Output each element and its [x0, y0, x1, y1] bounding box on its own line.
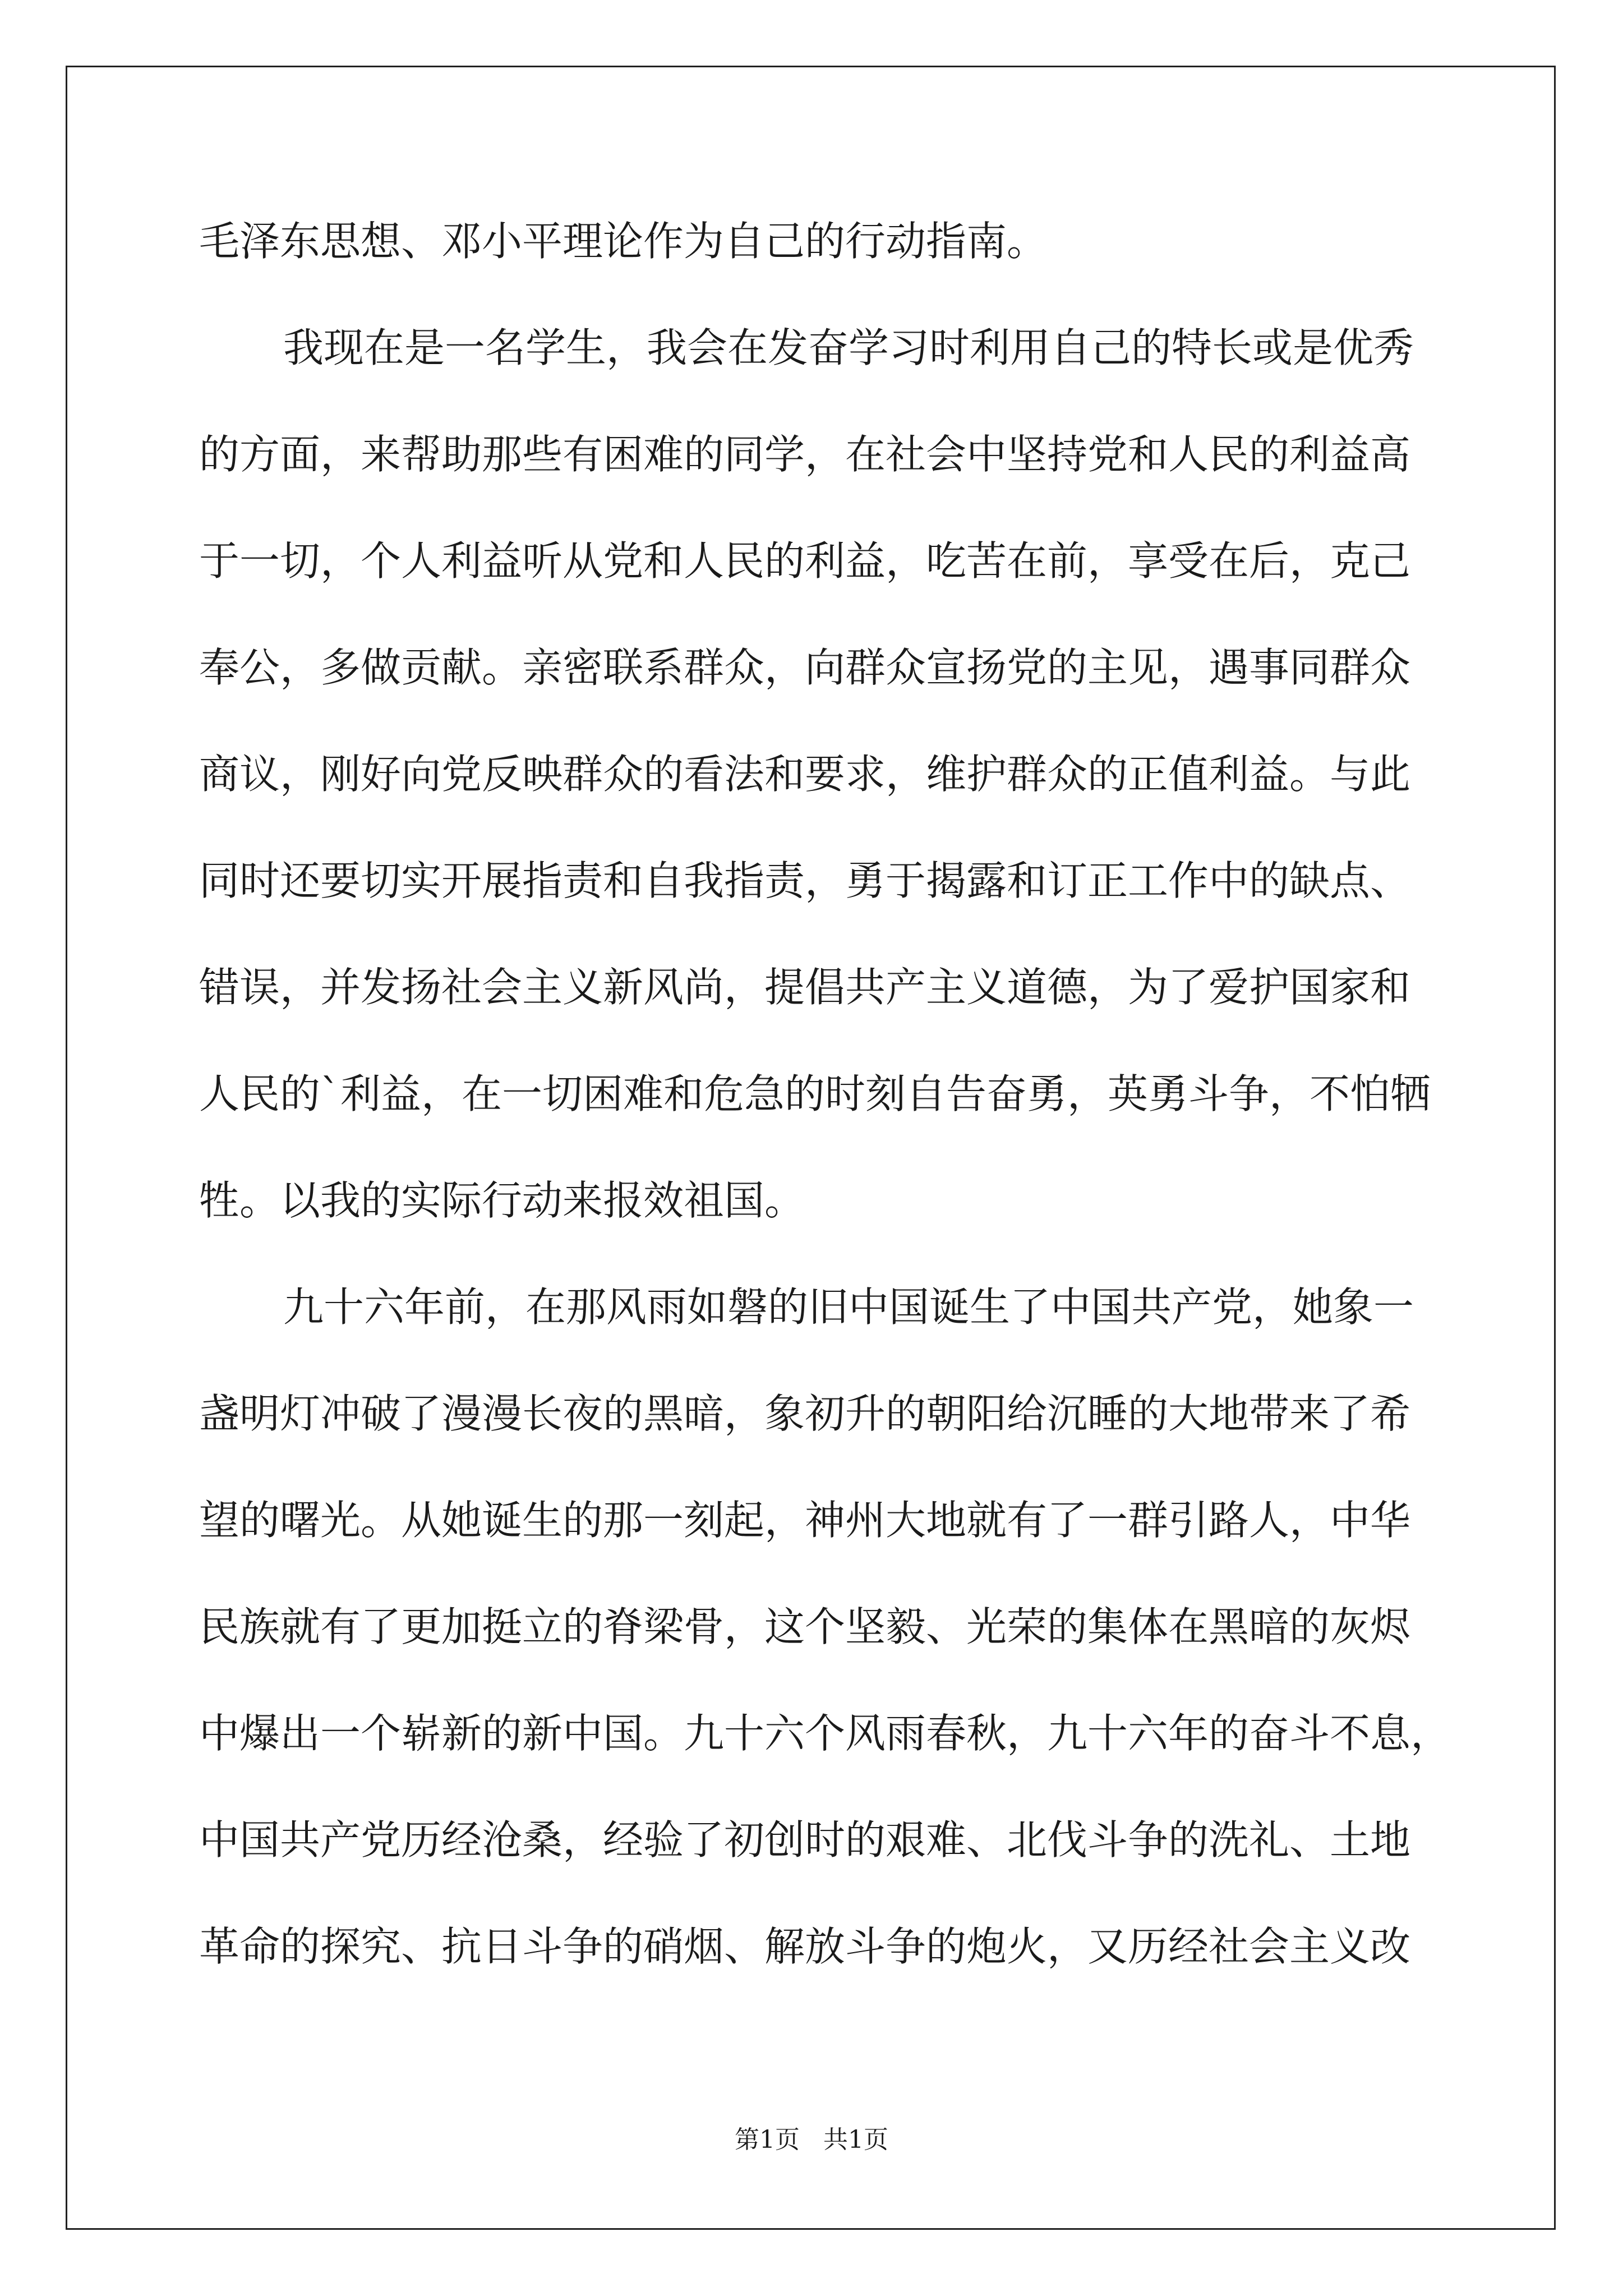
body-text-line: 同时还要切实开展指责和自我指责，勇于揭露和订正工作中的缺点、: [199, 857, 1411, 904]
body-text-line: 于一切，个人利益听从党和人民的利益，吃苦在前，享受在后，克己: [199, 537, 1411, 585]
body-text-line: 错误，并发扬社会主义新风尚，提倡共产主义道德，为了爱护国家和: [199, 964, 1411, 1011]
body-text-line: 牲。以我的实际行动来报效祖国。: [199, 1177, 805, 1224]
body-text-line: 人民的`利益，在一切困难和危急的时刻自告奋勇，英勇斗争，不怕牺: [199, 1070, 1431, 1117]
body-text-line: 革命的探究、抗日斗争的硝烟、解放斗争的炮火，又历经社会主义改: [199, 1923, 1411, 1970]
body-text-line: 望的曙光。从她诞生的那一刻起，神州大地就有了一群引路人，中华: [199, 1497, 1411, 1544]
body-text-line: 中国共产党历经沧桑，经验了初创时的艰难、北伐斗争的洗礼、土地: [199, 1816, 1411, 1864]
body-text-line: 的方面，来帮助那些有困难的同学，在社会中坚持党和人民的利益高: [199, 431, 1411, 478]
body-text-line: 商议，刚好向党反映群众的看法和要求，维护群众的正值利益。与此: [199, 751, 1411, 798]
body-text-line: 九十六年前，在那风雨如磐的旧中国诞生了中国共产党，她象一: [283, 1283, 1414, 1331]
body-text-line: 毛泽东思想、邓小平理论作为自己的行动指南。: [199, 218, 1048, 265]
page-number-footer: 第1页 共1页: [735, 2125, 888, 2154]
body-text-line: 盏明灯冲破了漫漫长夜的黑暗，象初升的朝阳给沉睡的大地带来了希: [199, 1390, 1411, 1437]
body-text-line: 奉公，多做贡献。亲密联系群众，向群众宣扬党的主见，遇事同群众: [199, 644, 1411, 691]
page-border: [66, 66, 1556, 2230]
body-text-line: 民族就有了更加挺立的脊梁骨，这个坚毅、光荣的集体在黑暗的灰烬: [199, 1603, 1411, 1650]
body-text-line: 中爆出一个崭新的新中国。九十六个风雨春秋，九十六年的奋斗不息，: [199, 1710, 1451, 1757]
body-text-line: 我现在是一名学生，我会在发奋学习时利用自己的特长或是优秀: [283, 324, 1414, 371]
